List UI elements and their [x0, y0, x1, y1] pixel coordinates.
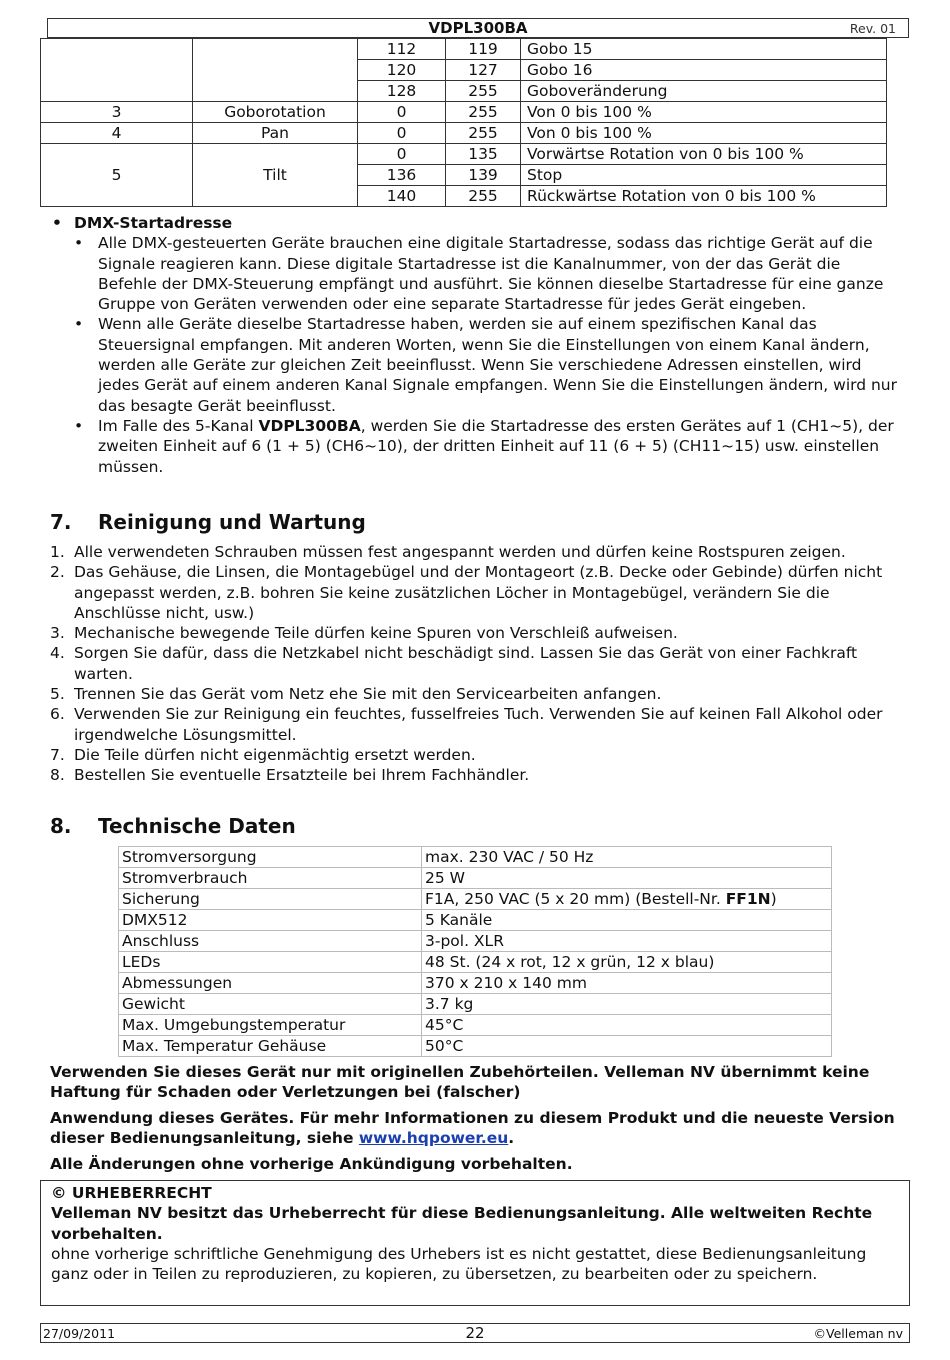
- accessory-note: Verwenden Sie dieses Gerät nur mit originellen Zubehörteilen. Velleman NV übernimmt keine Haftung für Schaden oder Verletzungen bei (falscher): [50, 1063, 870, 1102]
- function-cell: Tilt: [193, 144, 358, 207]
- range-description: Gobo 16: [521, 60, 887, 81]
- footer-copyright: ©Velleman nv: [813, 1326, 903, 1341]
- info-note-text: .: [508, 1129, 515, 1148]
- page-header: [47, 18, 909, 38]
- section-heading-8: [50, 814, 296, 838]
- section-heading-7: [50, 510, 366, 534]
- range-description: Rückwärtse Rotation von 0 bis 100 %: [521, 186, 887, 207]
- range-from: 128: [358, 81, 446, 102]
- spec-value: 370 x 210 x 140 mm: [422, 973, 832, 994]
- dmx-start-section: [50, 213, 900, 477]
- spec-value: 3-pol. XLR: [422, 931, 832, 952]
- website-link[interactable]: www.hqpower.eu: [358, 1129, 509, 1148]
- spec-key: Anschluss: [119, 931, 422, 952]
- copyright-text: ohne vorherige schriftliche Genehmigung des Urhebers ist es nicht gestattet, diese Bedienungsanleitung ganz oder in Teilen zu reproduzieren, zu kopieren, zu übersetzen, zu bearbeiten oder zu speichern.: [51, 1244, 867, 1284]
- range-description: Vorwärtse Rotation von 0 bis 100 %: [521, 144, 887, 165]
- table-row: [119, 889, 832, 910]
- table-row: [41, 144, 887, 165]
- section-number: 8.: [50, 814, 72, 838]
- table-row: [119, 994, 832, 1015]
- range-to: 119: [446, 39, 521, 60]
- item-number: 5.: [50, 685, 65, 704]
- item-text: Verwenden Sie zur Reinigung ein feuchtes, fusselfreies Tuch. Verwenden Sie auf keinen Fall Alkohol oder irgendwelche Lösungsmittel.: [74, 705, 883, 744]
- table-row: [119, 973, 832, 994]
- list-item: [50, 562, 905, 623]
- table-row: [41, 102, 887, 123]
- table-row: [119, 868, 832, 889]
- spec-key: Max. Temperatur Gehäuse: [119, 1036, 422, 1057]
- dmx-start-heading: • DMX-Startadresse: [50, 213, 900, 233]
- item-text: Das Gehäuse, die Linsen, die Montagebügel und der Montageort (z.B. Decke oder Gebinde) dürfen nicht angepasst werden, z.B. bohren Sie keine zusätzlichen Löcher in Montagebügel, verändern Sie die Anschlüsse nicht, usw.): [74, 563, 883, 622]
- channel-cell: 4: [41, 123, 193, 144]
- page-number: 22: [465, 1324, 485, 1342]
- function-cell: Goborotation: [193, 102, 358, 123]
- table-row: [119, 1015, 832, 1036]
- spec-key: DMX512: [119, 910, 422, 931]
- range-from: 0: [358, 123, 446, 144]
- spec-value: max. 230 VAC / 50 Hz: [422, 847, 832, 868]
- table-row: [119, 1036, 832, 1057]
- range-from: 120: [358, 60, 446, 81]
- item-number: 2.: [50, 563, 65, 582]
- range-description: Stop: [521, 165, 887, 186]
- changes-note: Alle Änderungen ohne vorherige Ankündigung vorbehalten.: [50, 1155, 573, 1173]
- list-item: [50, 765, 905, 785]
- list-item: [50, 542, 905, 562]
- range-from: 136: [358, 165, 446, 186]
- section-title: Reinigung und Wartung: [98, 510, 366, 534]
- spec-value: [422, 889, 832, 910]
- item-number: 1.: [50, 543, 65, 561]
- item-text: Alle verwendeten Schrauben müssen fest angespannt werden und dürfen keine Rostspuren zeigen.: [74, 543, 846, 561]
- spec-value: 50°C: [422, 1036, 832, 1057]
- range-description: Gobo 15: [521, 39, 887, 60]
- range-description: Von 0 bis 100 %: [521, 123, 887, 144]
- footer-date: 27/09/2011: [43, 1326, 116, 1341]
- info-note-text: Anwendung dieses Gerätes. Für mehr Informationen zu diesem Produkt und die neueste Version dieser Bedienungsanleitung, siehe: [50, 1109, 895, 1148]
- copyright-box: [40, 1180, 910, 1306]
- info-note: [50, 1108, 900, 1149]
- range-to: 127: [446, 60, 521, 81]
- maintenance-list: [50, 542, 905, 786]
- order-number: FF1N: [725, 890, 771, 908]
- channel-cell: 5: [41, 144, 193, 207]
- item-number: 8.: [50, 766, 65, 785]
- item-text: Trennen Sie das Gerät vom Netz ehe Sie mit den Servicearbeiten anfangen.: [74, 685, 662, 704]
- range-to: 139: [446, 165, 521, 186]
- list-item: [50, 745, 905, 765]
- section-title: Technische Daten: [98, 814, 296, 838]
- spec-value: 25 W: [422, 868, 832, 889]
- spec-key: LEDs: [119, 952, 422, 973]
- list-item: [50, 623, 905, 643]
- list-item-text: Im Falle des 5-Kanal: [98, 416, 259, 435]
- spec-key: Max. Umgebungstemperatur: [119, 1015, 422, 1036]
- item-number: 6.: [50, 705, 65, 724]
- spec-value: 5 Kanäle: [422, 910, 832, 931]
- range-to: 255: [446, 81, 521, 102]
- item-text: Bestellen Sie eventuelle Ersatzteile bei Ihrem Fachhändler.: [74, 766, 530, 785]
- item-text: Mechanische bewegende Teile dürfen keine Spuren von Verschleiß aufweisen.: [74, 624, 678, 643]
- range-to: 255: [446, 102, 521, 123]
- range-to: 135: [446, 144, 521, 165]
- table-row: [41, 39, 887, 60]
- list-item: • Wenn alle Geräte dieselbe Startadresse haben, werden sie auf einem spezifischen Kanal das Steuersignal empfangen. Mit anderen Worten, wenn Sie die Einstellungen von einem Kanal ändern, werden alle Geräte zur gleichen Zeit beeinflusst. Wenn Sie verschiedene Adressen einstellen, wird jedes Gerät auf einem anderen Kanal Signale empfangen. Wenn Sie die Einstellungen ändern, wird nur das besagte Gerät beeinflusst.: [50, 314, 900, 415]
- spec-value: 48 St. (24 x rot, 12 x grün, 12 x blau): [422, 952, 832, 973]
- list-item: [50, 643, 905, 684]
- document-title: VDPL300BA: [428, 19, 528, 37]
- item-text: Die Teile dürfen nicht eigenmächtig ersetzt werden.: [74, 745, 476, 764]
- table-row: [119, 931, 832, 952]
- table-row: [41, 123, 887, 144]
- table-row: [119, 910, 832, 931]
- table-row: [119, 847, 832, 868]
- function-cell: [193, 39, 358, 102]
- item-number: 3.: [50, 624, 65, 643]
- spec-key: Stromverbrauch: [119, 868, 422, 889]
- copyright-statement: Velleman NV besitzt das Urheberrecht für diese Bedienungsanleitung. Alle weltweiten Rechte vorbehalten.: [51, 1204, 873, 1243]
- model-name: VDPL300BA: [258, 416, 361, 435]
- item-text: Sorgen Sie dafür, dass die Netzkabel nicht beschädigt sind. Lassen Sie das Gerät von einer Fachkraft warten.: [74, 644, 858, 683]
- range-from: 0: [358, 144, 446, 165]
- channel-cell: [41, 39, 193, 102]
- copyright-title: © URHEBERRECHT: [51, 1184, 212, 1202]
- range-from: 112: [358, 39, 446, 60]
- table-row: [119, 952, 832, 973]
- spec-value: 45°C: [422, 1015, 832, 1036]
- range-from: 0: [358, 102, 446, 123]
- spec-key: Stromversorgung: [119, 847, 422, 868]
- item-number: 4.: [50, 644, 65, 663]
- spec-key: Abmessungen: [119, 973, 422, 994]
- channel-cell: 3: [41, 102, 193, 123]
- section-number: 7.: [50, 510, 72, 534]
- item-number: 7.: [50, 745, 65, 764]
- list-item: • Alle DMX-gesteuerten Geräte brauchen eine digitale Startadresse, sodass das richtige Gerät auf die Signale reagieren kann. Diese digitale Startadresse ist die Kanalnummer, von der das Gerät die Befehle der DMX-Steuerung empfängt und ausführt. Sie können dieselbe Startadresse für eine ganze Gruppe von Geräten verwenden oder eine separate Startadresse für jedes Gerät eingeben.: [50, 233, 900, 314]
- spec-value-text: ): [770, 890, 777, 908]
- function-cell: Pan: [193, 123, 358, 144]
- spec-value-text: F1A, 250 VAC (5 x 20 mm) (Bestell-Nr.: [425, 890, 726, 908]
- spec-key: Gewicht: [119, 994, 422, 1015]
- list-item: [50, 704, 905, 745]
- dmx-channel-table: [40, 38, 887, 207]
- technical-data-table: [118, 846, 832, 1057]
- range-from: 140: [358, 186, 446, 207]
- spec-key: Sicherung: [119, 889, 422, 910]
- list-item-text: , werden Sie die Startadresse des ersten Gerätes auf 1 (CH1~5), der zweiten Einheit auf 6 (1 + 5) (CH6~10), der dritten Einheit auf 11 (6 + 5) (CH11~15) usw. einstellen müssen.: [98, 416, 894, 476]
- list-item: [50, 684, 905, 704]
- range-description: Von 0 bis 100 %: [521, 102, 887, 123]
- page-footer: [40, 1323, 910, 1343]
- revision-label: Rev. 01: [849, 21, 896, 36]
- range-description: Goboveränderung: [521, 81, 887, 102]
- spec-value: 3.7 kg: [422, 994, 832, 1015]
- list-item: [50, 416, 900, 477]
- range-to: 255: [446, 186, 521, 207]
- range-to: 255: [446, 123, 521, 144]
